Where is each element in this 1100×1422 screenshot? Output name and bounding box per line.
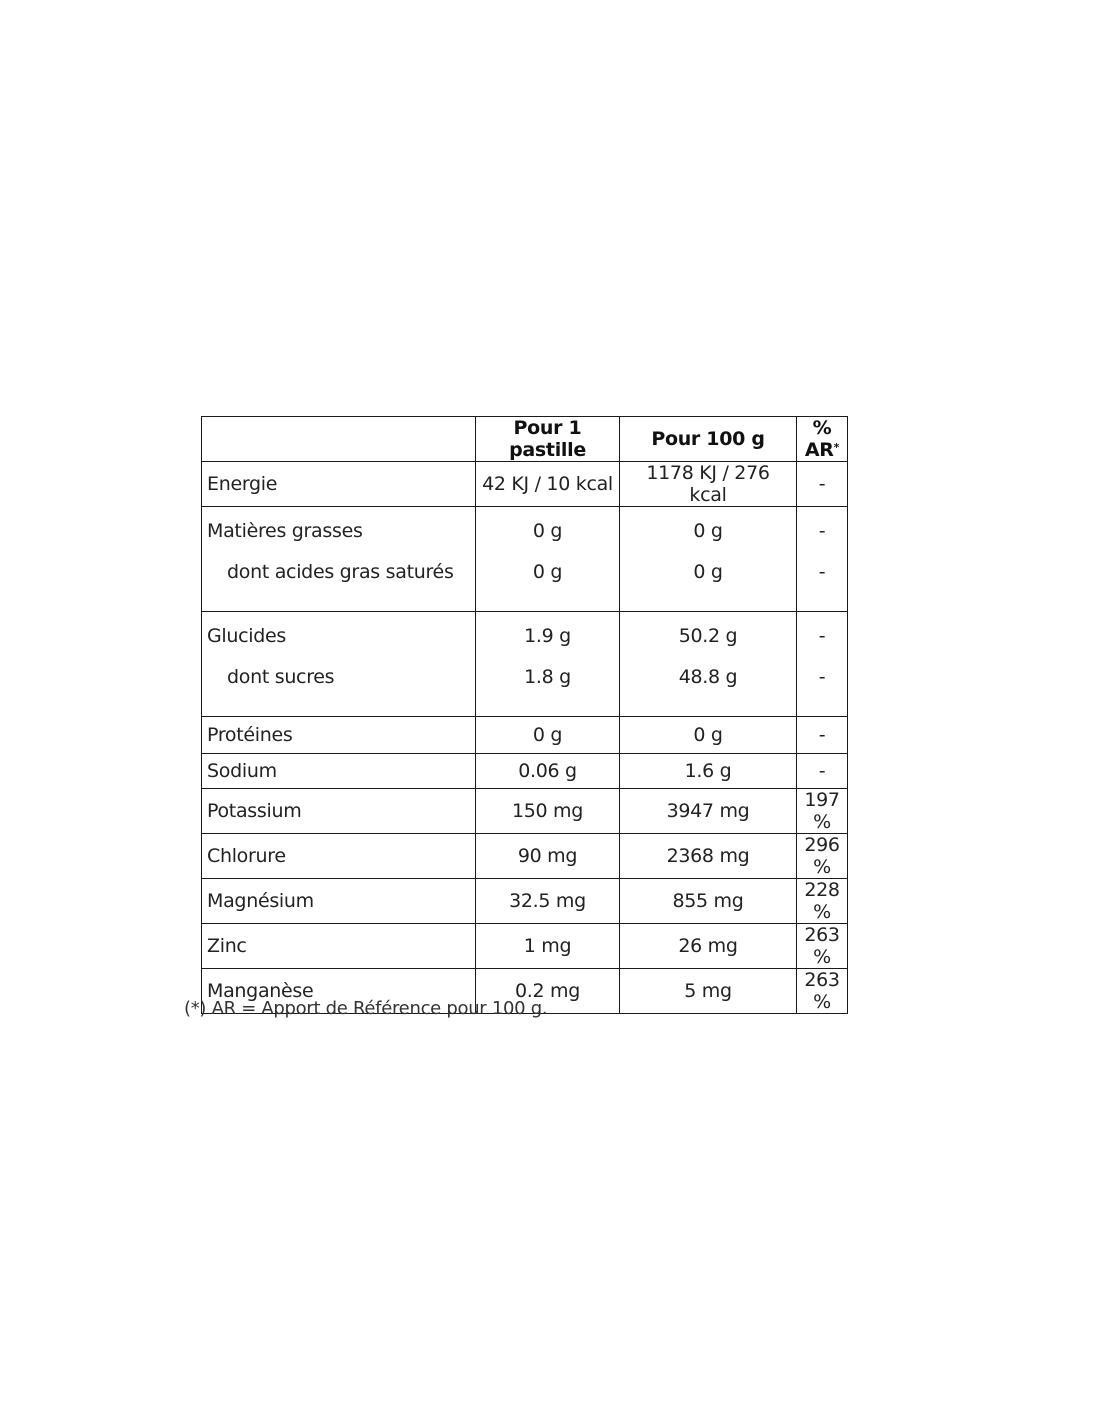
header-per-piece: Pour 1 pastille	[476, 417, 620, 462]
saturated-per-piece-value: 0 g	[532, 561, 563, 583]
row-per-piece: 90 mg	[476, 834, 620, 879]
fat-per-piece-value: 0 g	[532, 520, 563, 542]
table-row-fat-group	[202, 507, 848, 612]
row-label-saturated: dont acides gras saturés	[227, 561, 454, 583]
row-per-piece: 0.2 mg	[476, 969, 620, 1014]
table-row-protein	[202, 717, 848, 754]
row-ar: 263 %	[797, 969, 848, 1014]
row-label: Manganèse	[202, 969, 476, 1014]
row-ar: -	[797, 717, 848, 754]
carbs-per-100g-value: 50.2 g	[678, 625, 738, 647]
row-per-100g: 855 mg	[620, 879, 797, 924]
table-row-carbs-group	[202, 612, 848, 717]
footnote: (*) AR = Apport de Référence pour 100 g.	[184, 998, 548, 1019]
row-per-100g: 0 g	[620, 717, 797, 754]
sugars-ar-value: -	[818, 666, 826, 688]
row-per-piece: 32.5 mg	[476, 879, 620, 924]
header-ar-label: % AR	[804, 417, 834, 461]
row-per-piece: 0.06 g	[476, 754, 620, 789]
header-per-100g: Pour 100 g	[620, 417, 797, 462]
header-ar	[797, 417, 848, 462]
row-per-100g: 1.6 g	[620, 754, 797, 789]
fat-per-100g-value: 0 g	[693, 520, 723, 542]
header-nutrient	[202, 417, 476, 462]
fat-ar-value: -	[818, 520, 826, 542]
row-per-piece: 42 KJ / 10 kcal	[476, 462, 620, 507]
table-row-potassium	[202, 789, 848, 834]
row-per-100g: 26 mg	[620, 924, 797, 969]
nutrition-table	[201, 416, 848, 1014]
row-ar: 296 %	[797, 834, 848, 879]
table-row-energy	[202, 462, 848, 507]
carbs-ar	[797, 612, 848, 717]
row-label: Sodium	[202, 754, 476, 789]
fat-labels	[202, 507, 476, 612]
row-ar: 197 %	[797, 789, 848, 834]
carbs-labels	[202, 612, 476, 717]
fat-ar	[797, 507, 848, 612]
row-per-piece: 1 mg	[476, 924, 620, 969]
header-ar-asterisk: *	[833, 441, 840, 454]
row-label: Energie	[202, 462, 476, 507]
row-label-fat: Matières grasses	[207, 520, 363, 542]
row-label: Zinc	[202, 924, 476, 969]
row-per-100g: 5 mg	[620, 969, 797, 1014]
row-label: Protéines	[202, 717, 476, 754]
row-label: Chlorure	[202, 834, 476, 879]
row-ar: -	[797, 462, 848, 507]
row-label: Potassium	[202, 789, 476, 834]
carbs-per-piece	[476, 612, 620, 717]
row-per-piece: 150 mg	[476, 789, 620, 834]
table-header-row	[202, 417, 848, 462]
sugars-per-100g-value: 48.8 g	[678, 666, 738, 688]
row-ar: -	[797, 754, 848, 789]
row-label-sugars: dont sucres	[227, 666, 335, 688]
fat-per-100g	[620, 507, 797, 612]
carbs-per-100g	[620, 612, 797, 717]
row-per-100g: 2368 mg	[620, 834, 797, 879]
table-row-zinc	[202, 924, 848, 969]
row-label: Magnésium	[202, 879, 476, 924]
table-row-sodium	[202, 754, 848, 789]
carbs-ar-value: -	[818, 625, 826, 647]
sugars-per-piece-value: 1.8 g	[524, 666, 571, 688]
row-label-carbs: Glucides	[207, 625, 287, 647]
row-per-100g: 3947 mg	[620, 789, 797, 834]
row-ar: 228 %	[797, 879, 848, 924]
row-ar: 263 %	[797, 924, 848, 969]
carbs-per-piece-value: 1.9 g	[524, 625, 571, 647]
row-per-100g: 1178 KJ / 276 kcal	[620, 462, 797, 507]
table-row-chloride	[202, 834, 848, 879]
table-row-magnesium	[202, 879, 848, 924]
row-per-piece: 0 g	[476, 717, 620, 754]
saturated-per-100g-value: 0 g	[693, 561, 723, 583]
fat-per-piece	[476, 507, 620, 612]
saturated-ar-value: -	[818, 561, 826, 583]
